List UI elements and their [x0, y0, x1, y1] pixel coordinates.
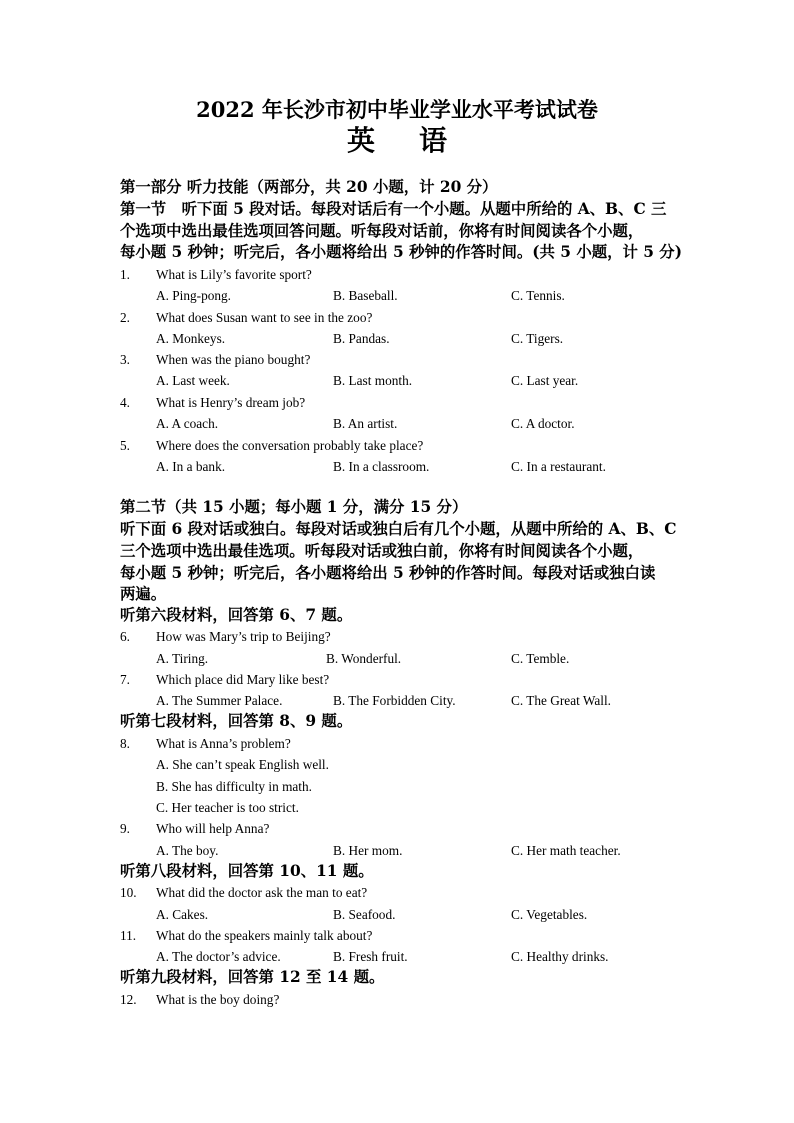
option-b: B. Seafood. — [333, 907, 396, 922]
option-c: C. In a restaurant. — [511, 459, 606, 474]
section2-instruction-line-2: 三个选项中选出最佳选项。听每段对话或独白前，你将有时间阅读各个小题， — [120, 542, 644, 560]
question-text: What is Anna’s problem? — [156, 736, 291, 751]
option-c: C. Her math teacher. — [511, 843, 621, 858]
question-11 — [120, 925, 720, 946]
material-6-heading: 听第六段材料，回答第 6、7 题。 — [120, 606, 353, 624]
option-a: A. Ping-pong. — [156, 288, 231, 303]
question-10-options — [156, 904, 716, 925]
question-8 — [120, 733, 720, 754]
option-c: C. Vegetables. — [511, 907, 588, 922]
question-10 — [120, 882, 720, 903]
option-c: C. The Great Wall. — [511, 693, 611, 708]
option-c: C. Tennis. — [511, 288, 565, 303]
question-8-option-a: A. She can’t speak English well. — [156, 757, 329, 772]
part1-heading: 第一部分 听力技能（两部分，共 20 小题，计 20 分） — [120, 178, 498, 196]
question-number: 10. — [120, 885, 137, 900]
option-a: A. Tiring. — [156, 651, 209, 666]
question-number: 11. — [120, 928, 137, 943]
option-c: C. Healthy drinks. — [511, 949, 609, 964]
question-text: What do the speakers mainly talk about? — [156, 928, 373, 943]
option-a: A. A coach. — [156, 416, 219, 431]
question-11-options — [156, 946, 716, 967]
question-text: What is Henry’s dream job? — [156, 395, 306, 410]
question-7 — [120, 669, 720, 690]
option-a: A. The doctor’s advice. — [156, 949, 281, 964]
section1-instruction-line-1: 第一节 听下面 5 段对话。每段对话后有一个小题。从题中所给的 A、B、C 三 — [120, 200, 667, 218]
question-8-option-b: B. She has difficulty in math. — [156, 779, 312, 794]
question-4 — [120, 392, 720, 413]
question-4-options — [156, 413, 716, 434]
option-b: B. An artist. — [333, 416, 398, 431]
option-a: A. In a bank. — [156, 459, 226, 474]
question-number: 3. — [120, 352, 130, 367]
question-9 — [120, 818, 720, 839]
question-text: What is Lily’s favorite sport? — [156, 267, 312, 282]
exam-title: 2022 年长沙市初中毕业学业水平考试试卷 — [196, 97, 598, 122]
question-number: 1. — [120, 267, 130, 282]
option-a: A. Cakes. — [156, 907, 209, 922]
material-8-heading: 听第八段材料，回答第 10、11 题。 — [120, 862, 374, 880]
question-6 — [120, 626, 720, 647]
option-a: A. Monkeys. — [156, 331, 226, 346]
option-b: B. The Forbidden City. — [333, 693, 456, 708]
question-1 — [120, 264, 720, 285]
section1-instruction-line-3: 每小题 5 秒钟；听完后，各小题将给出 5 秒钟的作答时间。(共 5 小题，计 5 分) — [120, 243, 682, 261]
option-c: C. A doctor. — [511, 416, 575, 431]
section2-instruction-line-1: 听下面 6 段对话或独白。每段对话或独白后有几个小题，从题中所给的 A、B、C — [120, 520, 677, 538]
question-number: 2. — [120, 310, 130, 325]
question-number: 4. — [120, 395, 130, 410]
option-a: A. The Summer Palace. — [156, 693, 283, 708]
question-text: How was Mary’s trip to Beijing? — [156, 629, 331, 644]
question-text: What did the doctor ask the man to eat? — [156, 885, 368, 900]
option-a: A. Last week. — [156, 373, 230, 388]
question-5-options — [156, 456, 716, 477]
question-5 — [120, 435, 720, 456]
question-3-options — [156, 370, 716, 391]
question-12 — [120, 989, 720, 1010]
question-text: When was the piano bought? — [156, 352, 311, 367]
section2-instruction-line-4: 两遍。 — [120, 585, 167, 603]
question-number: 6. — [120, 629, 130, 644]
option-b: B. Wonderful. — [326, 651, 402, 666]
option-c: C. Tigers. — [511, 331, 564, 346]
option-a: A. The boy. — [156, 843, 219, 858]
question-text: Who will help Anna? — [156, 821, 270, 836]
question-8-option-c: C. Her teacher is too strict. — [156, 800, 299, 815]
section1-instruction-line-2: 个选项中选出最佳选项回答问题。听每段对话前，你将有时间阅读各个小题， — [120, 222, 644, 240]
question-1-options — [156, 285, 716, 306]
question-number: 7. — [120, 672, 130, 687]
question-text: Where does the conversation probably take place? — [156, 438, 424, 453]
question-text: Which place did Mary like best? — [156, 672, 330, 687]
question-9-options — [156, 840, 716, 861]
section2-instruction-line-3: 每小题 5 秒钟；听完后，各小题将给出 5 秒钟的作答时间。每段对话或独白读 — [120, 564, 656, 582]
option-c: C. Temble. — [511, 651, 570, 666]
question-6-options — [156, 648, 716, 669]
question-7-options — [156, 690, 716, 711]
option-b: B. Baseball. — [333, 288, 398, 303]
question-text: What is the boy doing? — [156, 992, 280, 1007]
option-b: B. Fresh fruit. — [333, 949, 408, 964]
option-b: B. Her mom. — [333, 843, 403, 858]
option-c: C. Last year. — [511, 373, 579, 388]
material-9-heading: 听第九段材料，回答第 12 至 14 题。 — [120, 968, 385, 986]
section2-heading: 第二节（共 15 小题；每小题 1 分，满分 15 分） — [120, 498, 468, 516]
question-number: 12. — [120, 992, 137, 1007]
question-number: 8. — [120, 736, 130, 751]
material-7-heading: 听第七段材料，回答第 8、9 题。 — [120, 712, 353, 730]
question-2 — [120, 307, 720, 328]
question-2-options — [156, 328, 716, 349]
question-text: What does Susan want to see in the zoo? — [156, 310, 373, 325]
option-b: B. Pandas. — [333, 331, 390, 346]
option-b: B. Last month. — [333, 373, 413, 388]
question-number: 5. — [120, 438, 130, 453]
option-b: B. In a classroom. — [333, 459, 430, 474]
question-number: 9. — [120, 821, 130, 836]
question-3 — [120, 349, 720, 370]
subject-title: 英语 — [346, 124, 491, 157]
